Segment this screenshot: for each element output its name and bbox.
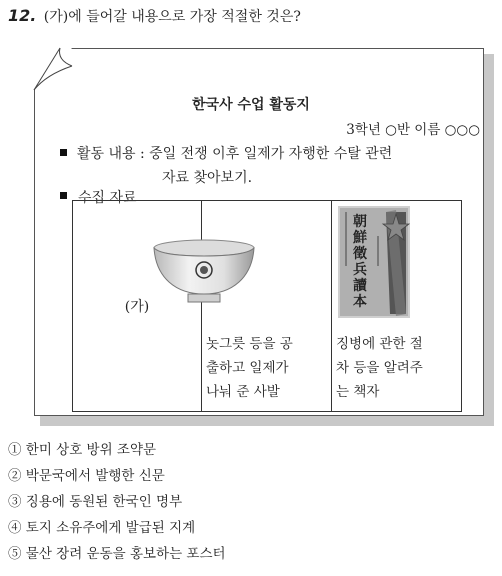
collect-label: 수집 자료	[78, 190, 137, 206]
bowl-photo	[148, 236, 260, 308]
activity-continuation: 자료 찾아보기.	[162, 170, 253, 186]
choice-3[interactable]: ③ 징용에 동원된 한국인 명부	[8, 494, 183, 510]
placeholder-label: (가)	[124, 299, 150, 315]
svg-text:兵: 兵	[353, 262, 367, 278]
book-cover-photo	[338, 206, 410, 318]
column-divider	[331, 201, 332, 411]
book-caption-line: 차 등을 알려주	[336, 360, 423, 376]
book-caption	[336, 332, 423, 404]
worksheet-title: 한국사 수업 활동지	[192, 97, 310, 113]
bowl-caption-line: 출하고 일제가	[206, 360, 289, 376]
svg-text:鮮: 鮮	[353, 230, 367, 246]
question-line	[8, 6, 301, 26]
svg-text:本: 本	[353, 294, 367, 310]
activity-bullet	[60, 143, 392, 163]
bowl-caption	[206, 332, 293, 404]
book-caption-line: 징병에 관한 절	[336, 336, 423, 352]
page-fold-corner	[14, 44, 74, 100]
svg-text:讀: 讀	[353, 278, 367, 294]
choice-1[interactable]: ① 한미 상호 방위 조약문	[8, 442, 157, 458]
book-caption-line: 는 책자	[336, 384, 380, 400]
choice-2[interactable]: ② 박문국에서 발행한 신문	[8, 468, 165, 484]
question-number: 12.	[8, 6, 37, 25]
student-info: 3학년 ○반 이름 ○○○	[346, 122, 480, 138]
bullet-square	[60, 149, 67, 156]
bowl-caption-line: 나눠 준 사발	[206, 384, 280, 400]
bullet-square	[60, 192, 67, 199]
choice-4[interactable]: ④ 토지 소유주에게 발급된 지계	[8, 520, 196, 536]
choice-5[interactable]: ⑤ 물산 장려 운동을 홍보하는 포스터	[8, 546, 226, 562]
activity-text: 활동 내용 : 중일 전쟁 이후 일제가 자행한 수탈 관련	[77, 146, 393, 162]
svg-text:徵: 徵	[353, 246, 367, 262]
svg-text:朝: 朝	[353, 214, 367, 230]
bowl-caption-line: 놋그릇 등을 공	[206, 336, 293, 352]
question-text: (가)에 들어갈 내용으로 가장 적절한 것은?	[43, 9, 301, 25]
